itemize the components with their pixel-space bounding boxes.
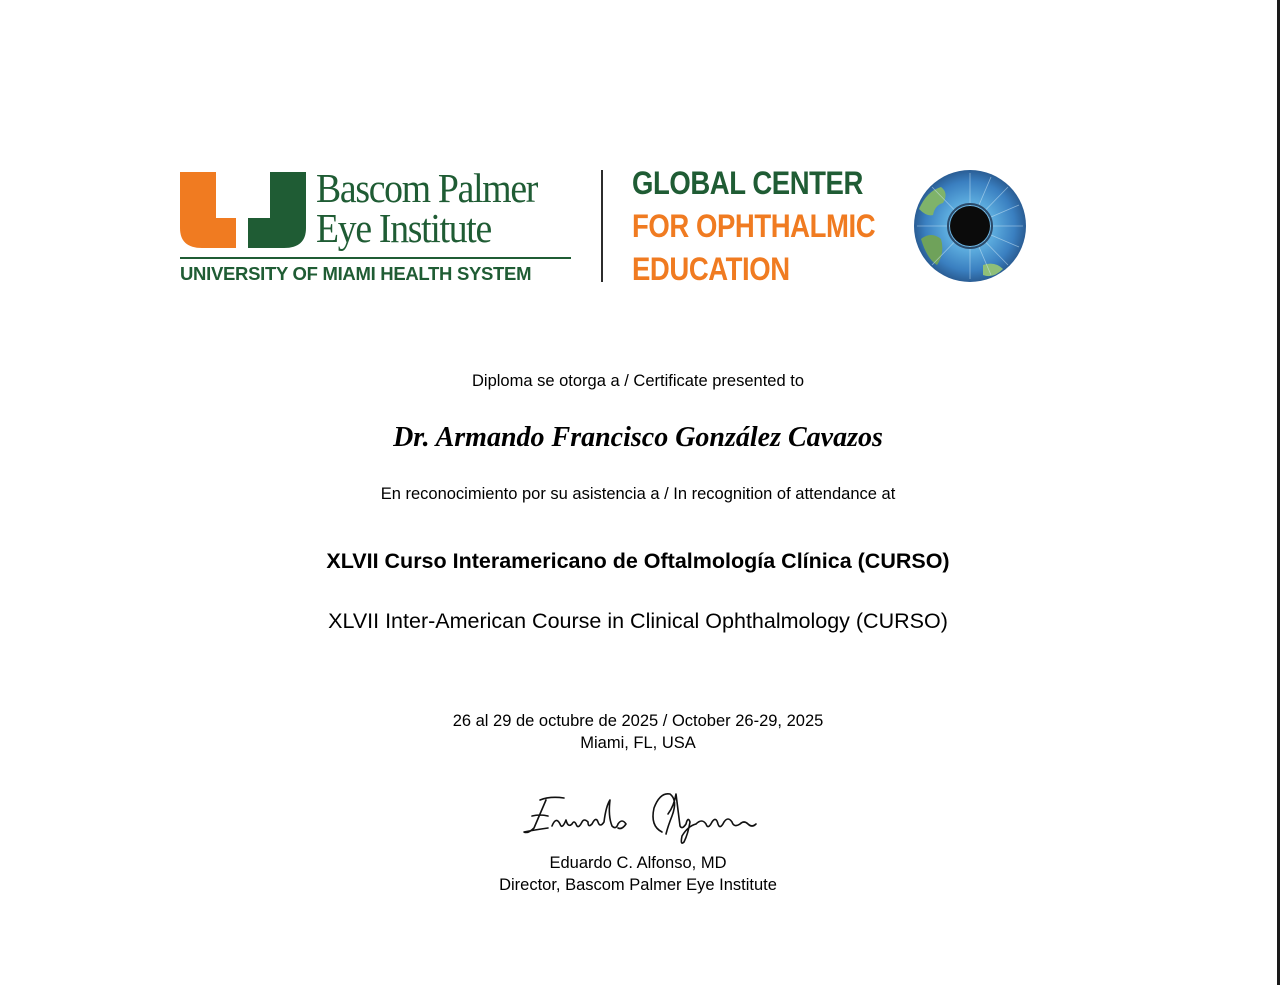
course-title-spanish: XLVII Curso Interamericano de Oftalmología Clínica (CURSO) [326,549,950,573]
course-location: Miami, FL, USA [580,734,696,752]
recognition-text: En reconocimiento por su asistencia a / In recognition of attendance at [380,485,896,503]
signature [518,786,764,852]
brand-name-line2: Eye Institute [316,205,491,251]
signer-name: Eduardo C. Alfonso, MD [549,854,727,872]
brand-name-line1: Bascom Palmer [316,165,538,211]
brand-subtitle: UNIVERSITY OF MIAMI HEALTH SYSTEM [180,263,532,284]
header-divider [601,170,603,282]
brand-name [316,165,557,251]
global-center-line1: GLOBAL CENTER [632,165,863,201]
course-title-english: XLVII Inter-American Course in Clinical Ophthalmology (CURSO) [328,609,948,633]
university-u-logo [180,172,306,248]
eye-globe-icon [913,169,1027,283]
presented-to-text: Diploma se otorga a / Certificate presented to [471,372,804,390]
signer-title: Director, Bascom Palmer Eye Institute [499,876,777,894]
recipient-name: Dr. Armando Francisco González Cavazos [393,422,883,453]
brand-rule [180,257,571,259]
global-center-line2: FOR OPHTHALMIC [632,208,876,244]
global-center-line3: EDUCATION [632,251,790,287]
course-dates: 26 al 29 de octubre de 2025 / October 26-29, 2025 [452,712,824,730]
